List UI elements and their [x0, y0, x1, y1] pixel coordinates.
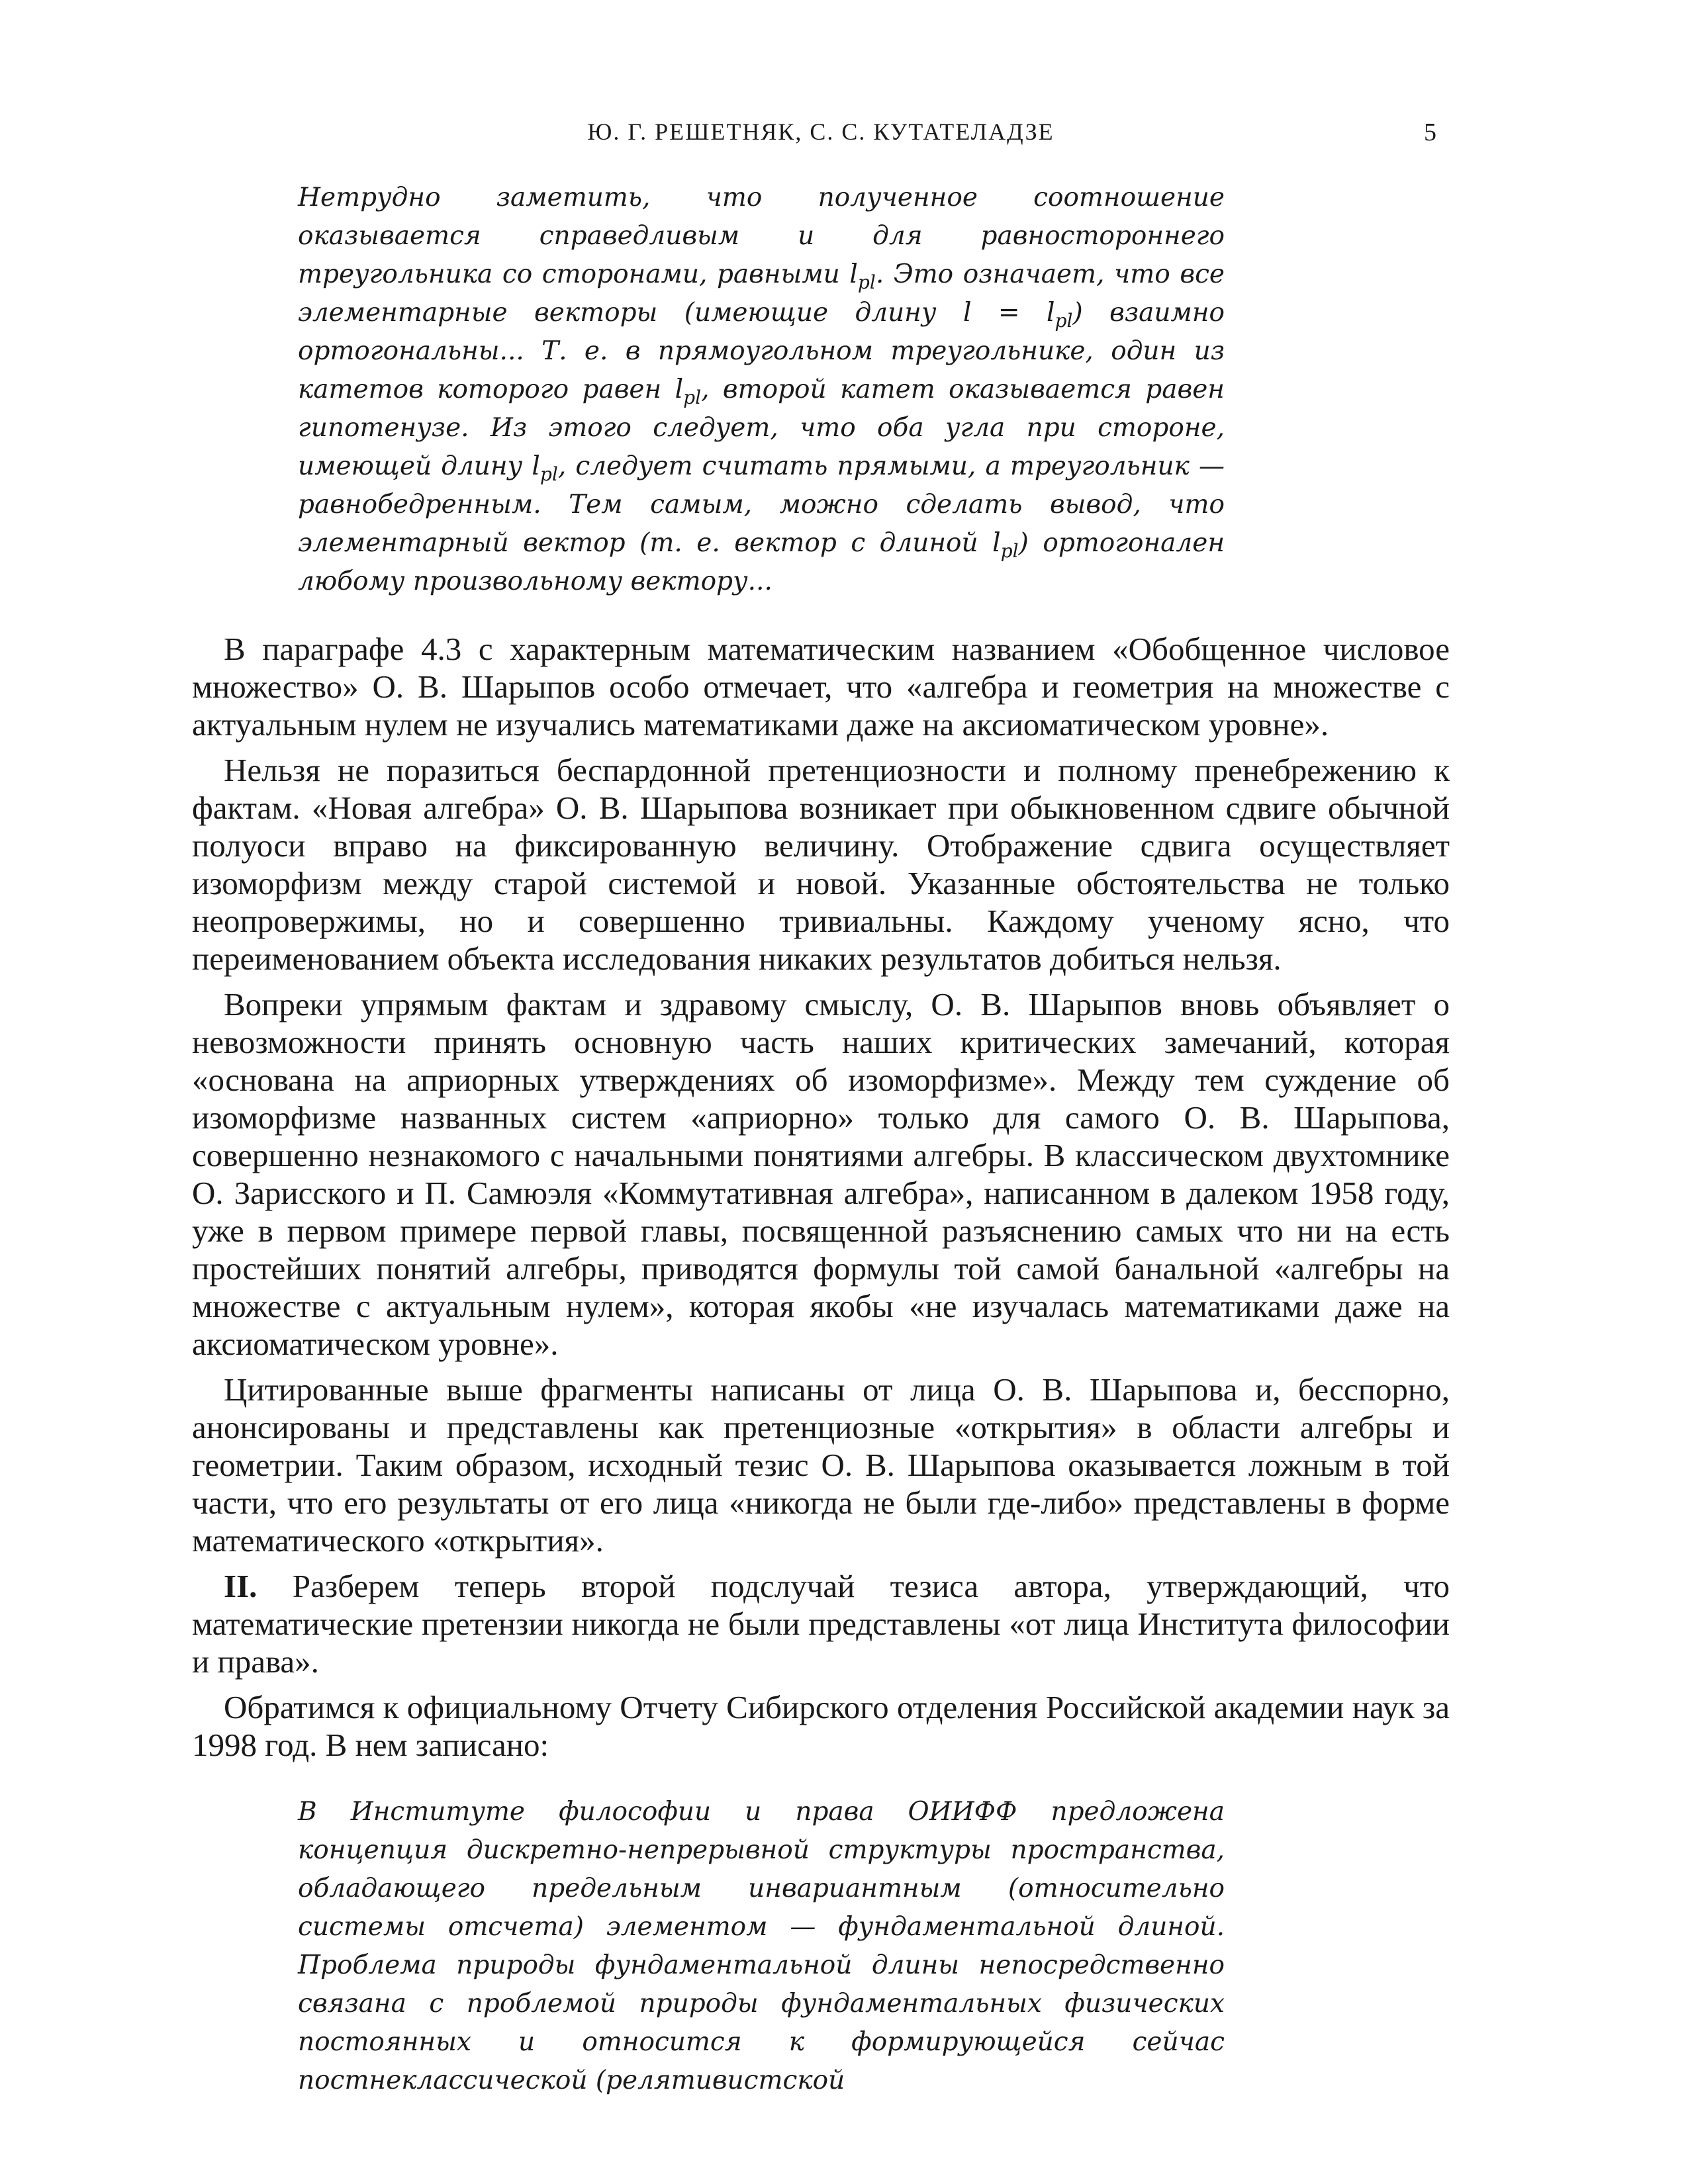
paragraph-3: Вопреки упрямым фактам и здравому смыслу, О. В. Шарыпов вновь объявляет о невозможности принять основную часть наших критических замечаний, которая «основана на априорных утверждениях об изоморфизме». Между тем суждение об изоморфизме названных систем «априорно» только для самого О. В. Шарыпова, совершенно незнакомого с начальными понятиями алгебры. В классическом двухтомнике О. Зарисского и П. Самюэля «Коммутативная алгебра», написанном в далеком 1958 году, уже в первом примере первой главы, посвященной разъяснению самых что ни на есть простейших понятий алгебры, приводятся формулы той самой банальной «алгебры на множестве с актуальным нулем», которая якобы «не изучалась математиками даже на аксиоматическом уровне».	[192, 986, 1450, 1362]
quote1-text-4: ) взаимно ортогональны... Т. е. в прямоугольном треугольнике, один из катетов которого равен	[298, 298, 1225, 404]
subscript-pl: pl	[683, 386, 702, 408]
paragraph-6: Обратимся к официальному Отчету Сибирского отделения Российской академии наук за 1998 год. В нем записано:	[192, 1689, 1450, 1763]
running-head: Ю. Г. РЕШЕТНЯК, С. С. КУТАТЕЛАДЗЕ	[587, 118, 1055, 145]
text-column	[192, 179, 1450, 2100]
symbol-l: l	[1047, 298, 1055, 328]
subscript-pl: pl	[1000, 539, 1019, 562]
quote1-text-5: , второй катет оказывается равен гипотенузе. Из этого следует, что оба угла при стороне, имеющей длину	[298, 375, 1225, 481]
paragraph-4: Цитированные выше фрагменты написаны от лица О. В. Шарыпова и, бесспорно, анонсированы и представлены как претенциозные «открытия» в области алгебры и геометрии. Таким образом, исходный тезис О. В. Шарыпова оказывается ложным в той части, что его результаты от его лица «никогда не были где-либо» представлены в форме математического «открытия».	[192, 1371, 1450, 1559]
paragraph-2: Нельзя не поразиться беспардонной претенциозности и полному пренебрежению к фактам. «Новая алгебра» О. В. Шарыпова возникает при обыкновенном сдвиге обычной полуоси вправо на фиксированную величину. Отображение сдвига осуществляет изоморфизм между старой системой и новой. Указанные обстоятельства не только неопровержимы, но и совершенно тривиальны. Каждому ученому ясно, что переименованием объекта исследования никаких результатов добиться нельзя.	[192, 752, 1450, 977]
block-quote-1	[298, 179, 1225, 601]
subscript-pl: pl	[857, 271, 876, 293]
block-quote-2: В Институте философии и права ОИИФФ предложена концепция дискретно-непрерывной структуры пространства, обладающего предельным инвариантным (относительно системы отсчета) элементом — фундаментальной длиной. Проблема природы фундаментальной длины непосредственно связана с проблемой природы фундаментальных физических постоянных и относится к формирующейся сейчас постнеклассической (релятивистской	[298, 1797, 1225, 2095]
page-number: 5	[1424, 118, 1436, 146]
quote1-text-2: . Это означает, что все элементарные векторы (имеющие длину	[298, 259, 1225, 328]
quote1-text-6: , следует считать прямыми, а треугольник — равнобедренным. Тем самым, можно сделать вывод, что элементарный вектор (т. е. вектор с длиной	[298, 451, 1225, 558]
symbol-l: l	[849, 259, 858, 289]
symbol-l: l	[992, 528, 1001, 558]
symbol-l: l	[532, 451, 540, 481]
section-label-ii: II.	[224, 1568, 258, 1604]
quote1-text-7: ) ортогонален любому произвольному вектору...	[298, 528, 1225, 596]
symbol-l: l	[962, 298, 972, 328]
subscript-pl: pl	[1055, 309, 1073, 332]
subscript-pl: pl	[539, 463, 558, 485]
paragraph-5	[192, 1567, 1450, 1680]
symbol-l: l	[675, 375, 684, 404]
quote1-text-3: =	[971, 298, 1047, 328]
page-header	[192, 118, 1450, 155]
quote1-text-1: Нетрудно заметить, что полученное соотношение оказывается справедливым и для равностороннего треугольника со сторонами, равными	[298, 183, 1225, 289]
paragraph-5-text: Разберем теперь второй подслучай тезиса автора, утверждающий, что математические претензии никогда не были представлены «от лица Института философии и права».	[192, 1568, 1450, 1680]
paragraph-1: В параграфе 4.3 с характерным математическим названием «Обобщенное числовое множество» О. В. Шарыпов особо отмечает, что «алгебра и геометрия на множестве с актуальным нулем не изучались математиками даже на аксиоматическом уровне».	[192, 631, 1450, 743]
